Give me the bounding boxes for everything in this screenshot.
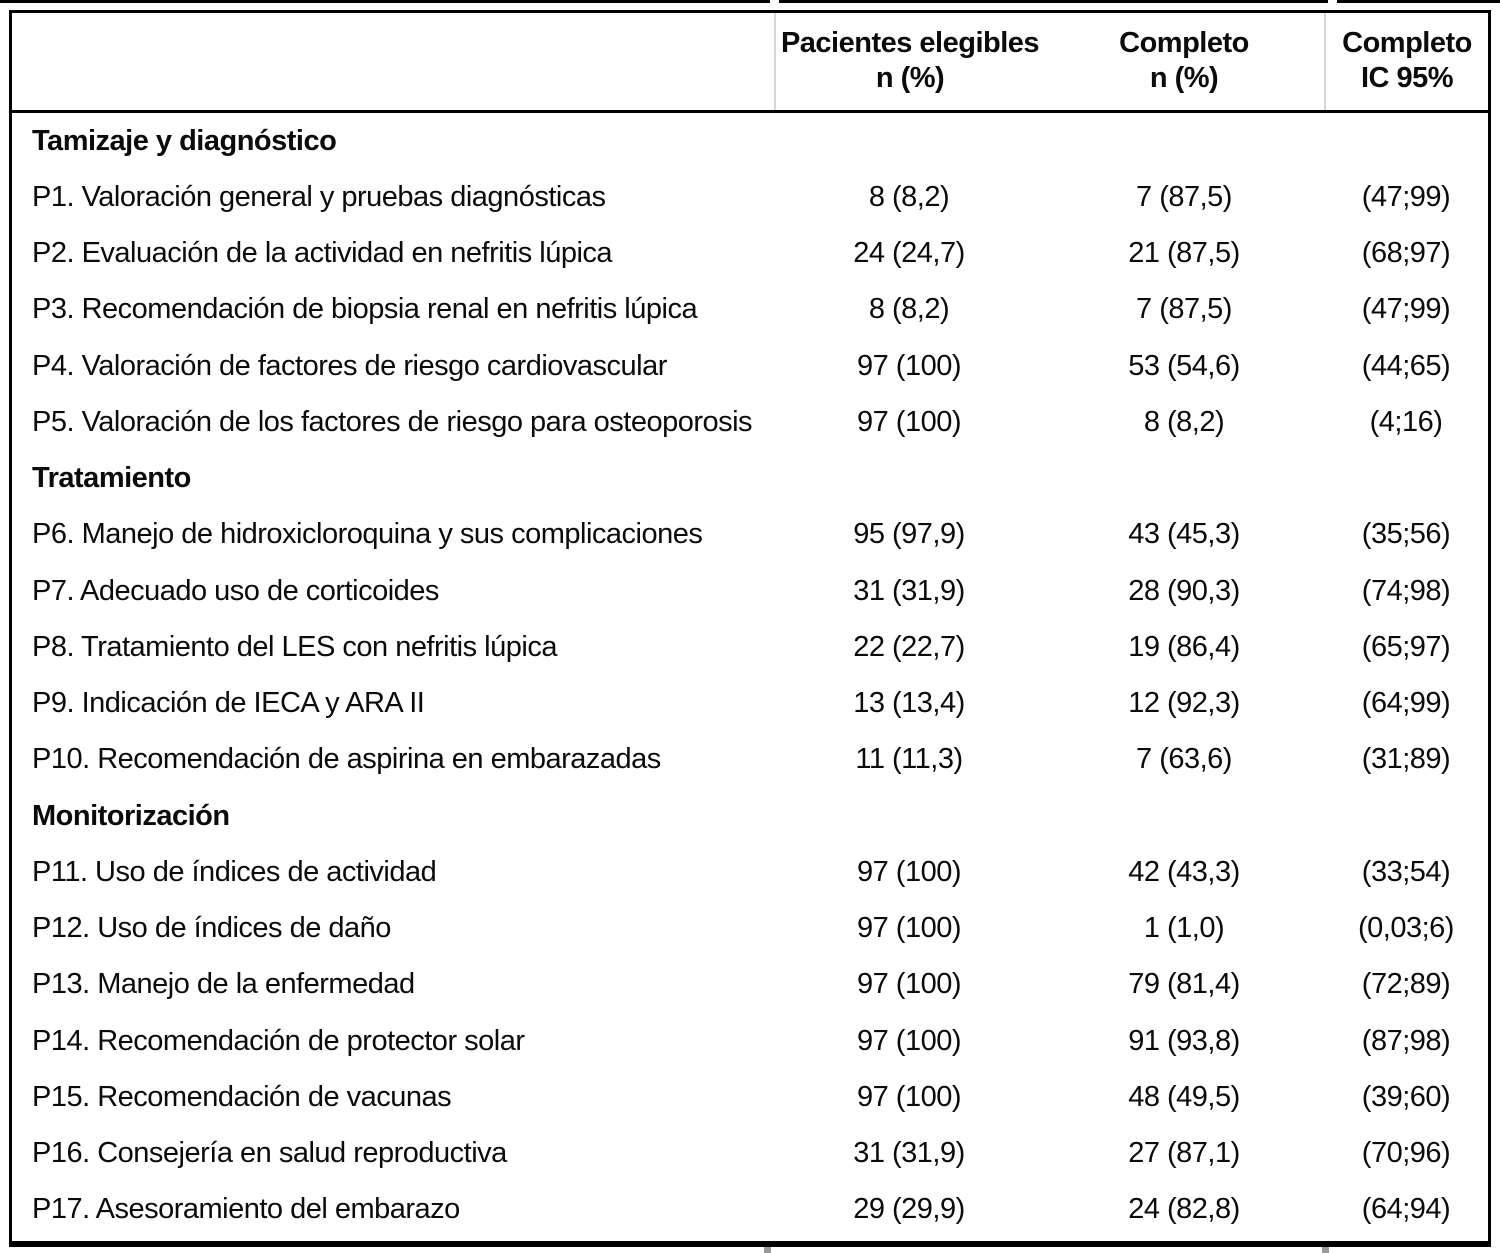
table-row (12, 732, 1488, 788)
completo-ic95-value: (35;56) (1361, 518, 1451, 551)
eligible-patients-value: 8 (8,2) (868, 180, 950, 213)
eligible-patients-value: 31 (31,9) (853, 1137, 965, 1170)
completo-n-value: 7 (87,5) (1136, 293, 1232, 326)
eligible-patients-value: 31 (31,9) (853, 574, 965, 607)
completo-n-value: 79 (81,4) (1128, 968, 1240, 1001)
completo-ic95-value: (68;97) (1361, 237, 1451, 270)
quality-indicators-table (9, 10, 1491, 1247)
table-body (12, 113, 1488, 1238)
indicator-label: P9. Indicación de IECA y ARA II (32, 687, 425, 720)
completo-n-value: 43 (45,3) (1128, 518, 1240, 551)
bottom-border-notch (1322, 1247, 1329, 1253)
top-edge-rule-segment (779, 0, 1328, 3)
section-title: Tratamiento (32, 462, 191, 495)
eligible-patients-value: 97 (100) (856, 349, 961, 382)
completo-n-value: 28 (90,3) (1128, 574, 1240, 607)
completo-ic95-value: (64;99) (1361, 687, 1451, 720)
table-row (12, 169, 1488, 225)
completo-ic95-value: (64;94) (1361, 1193, 1451, 1226)
header-eligible-line2: n (%) (875, 62, 945, 94)
completo-ic95-value: (31;89) (1361, 743, 1451, 776)
eligible-patients-value: 29 (29,9) (853, 1193, 965, 1226)
indicator-label: P13. Manejo de la enfermedad (32, 968, 415, 1001)
completo-ic95-value: (70;96) (1361, 1137, 1451, 1170)
header-ic95-line2: IC 95% (1360, 62, 1454, 94)
indicator-label: P7. Adecuado uso de corticoides (32, 574, 439, 607)
indicator-label: P1. Valoración general y pruebas diagnósticas (32, 180, 606, 213)
eligible-patients-value: 97 (100) (856, 912, 961, 945)
table-row (12, 844, 1488, 900)
header-cell-eligible-patients (774, 13, 1044, 110)
indicator-label: P14. Recomendación de protector solar (32, 1024, 525, 1057)
eligible-patients-value: 24 (24,7) (853, 237, 965, 270)
completo-n-value: 53 (54,6) (1128, 349, 1240, 382)
completo-n-value: 27 (87,1) (1128, 1137, 1240, 1170)
indicator-label: P15. Recomendación de vacunas (32, 1080, 452, 1113)
completo-n-value: 19 (86,4) (1128, 630, 1240, 663)
table-row (12, 1069, 1488, 1125)
completo-n-value: 48 (49,5) (1128, 1080, 1240, 1113)
section-title: Monitorización (32, 799, 230, 832)
eligible-patients-value: 97 (100) (856, 968, 961, 1001)
table-row (12, 394, 1488, 450)
table-row (12, 1126, 1488, 1182)
indicator-label: P5. Valoración de los factores de riesgo para osteoporosis (32, 405, 753, 438)
header-ic95-line1: Completo (1342, 27, 1472, 59)
completo-ic95-value: (74;98) (1361, 574, 1451, 607)
completo-ic95-value: (72;89) (1361, 968, 1451, 1001)
table-row (12, 676, 1488, 732)
completo-ic95-value: (4;16) (1369, 405, 1443, 438)
table-row (12, 338, 1488, 394)
eligible-patients-value: 13 (13,4) (853, 687, 965, 720)
eligible-patients-value: 95 (97,9) (853, 518, 965, 551)
table-row (12, 282, 1488, 338)
header-cell-indicator-blank (12, 13, 774, 110)
completo-n-value: 42 (43,3) (1128, 855, 1240, 888)
completo-ic95-value: (33;54) (1361, 855, 1451, 888)
header-eligible-line1: Pacientes elegibles (780, 27, 1040, 59)
indicator-label: P2. Evaluación de la actividad en nefritis lúpica (32, 237, 613, 270)
eligible-patients-value: 11 (11,3) (855, 743, 963, 776)
completo-n-value: 12 (92,3) (1128, 687, 1240, 720)
indicator-label: P10. Recomendación de aspirina en embarazadas (32, 743, 661, 776)
completo-n-value: 7 (87,5) (1136, 180, 1232, 213)
bottom-border-notch (764, 1247, 771, 1253)
completo-ic95-value: (39;60) (1361, 1080, 1451, 1113)
completo-ic95-value: (87;98) (1361, 1024, 1451, 1057)
indicator-label: P16. Consejería en salud reproductiva (32, 1137, 507, 1170)
header-cell-completo-n (1044, 13, 1324, 110)
table-row (12, 957, 1488, 1013)
eligible-patients-value: 97 (100) (856, 855, 961, 888)
eligible-patients-value: 97 (100) (856, 1080, 961, 1113)
indicator-label: P4. Valoración de factores de riesgo cardiovascular (32, 349, 667, 382)
table-row (12, 1182, 1488, 1238)
completo-ic95-value: (47;99) (1361, 293, 1451, 326)
eligible-patients-value: 97 (100) (856, 405, 961, 438)
section-header-row (12, 788, 1488, 844)
completo-n-value: 1 (1,0) (1143, 912, 1225, 945)
completo-ic95-value: (0,03;6) (1358, 912, 1454, 945)
table-row (12, 507, 1488, 563)
header-cell-completo-ic95 (1324, 13, 1488, 110)
table-header-row (12, 13, 1488, 113)
completo-n-value: 8 (8,2) (1143, 405, 1225, 438)
eligible-patients-value: 97 (100) (856, 1024, 961, 1057)
completo-n-value: 24 (82,8) (1128, 1193, 1240, 1226)
table-row (12, 901, 1488, 957)
top-edge-rule-segment (0, 0, 770, 3)
section-title: Tamizaje y diagnóstico (32, 124, 337, 157)
indicator-label: P11. Uso de índices de actividad (32, 855, 437, 888)
header-completo-line2: n (%) (1149, 62, 1219, 94)
indicator-label: P3. Recomendación de biopsia renal en nefritis lúpica (32, 293, 698, 326)
top-edge-rule-segment (1337, 0, 1500, 3)
header-completo-line1: Completo (1119, 27, 1249, 59)
eligible-patients-value: 8 (8,2) (868, 293, 950, 326)
indicator-label: P12. Uso de índices de daño (32, 912, 391, 945)
indicator-label: P8. Tratamiento del LES con nefritis lúpica (32, 630, 557, 663)
table-row (12, 563, 1488, 619)
completo-ic95-value: (47;99) (1361, 180, 1451, 213)
completo-n-value: 7 (63,6) (1136, 743, 1232, 776)
completo-ic95-value: (65;97) (1361, 630, 1451, 663)
section-header-row (12, 451, 1488, 507)
table-row (12, 1013, 1488, 1069)
section-header-row (12, 113, 1488, 169)
table-row (12, 226, 1488, 282)
indicator-label: P6. Manejo de hidroxicloroquina y sus complicaciones (32, 518, 703, 551)
completo-ic95-value: (44;65) (1361, 349, 1451, 382)
table-row (12, 619, 1488, 675)
indicator-label: P17. Asesoramiento del embarazo (32, 1193, 460, 1226)
eligible-patients-value: 22 (22,7) (853, 630, 965, 663)
completo-n-value: 21 (87,5) (1128, 237, 1240, 270)
completo-n-value: 91 (93,8) (1128, 1024, 1240, 1057)
